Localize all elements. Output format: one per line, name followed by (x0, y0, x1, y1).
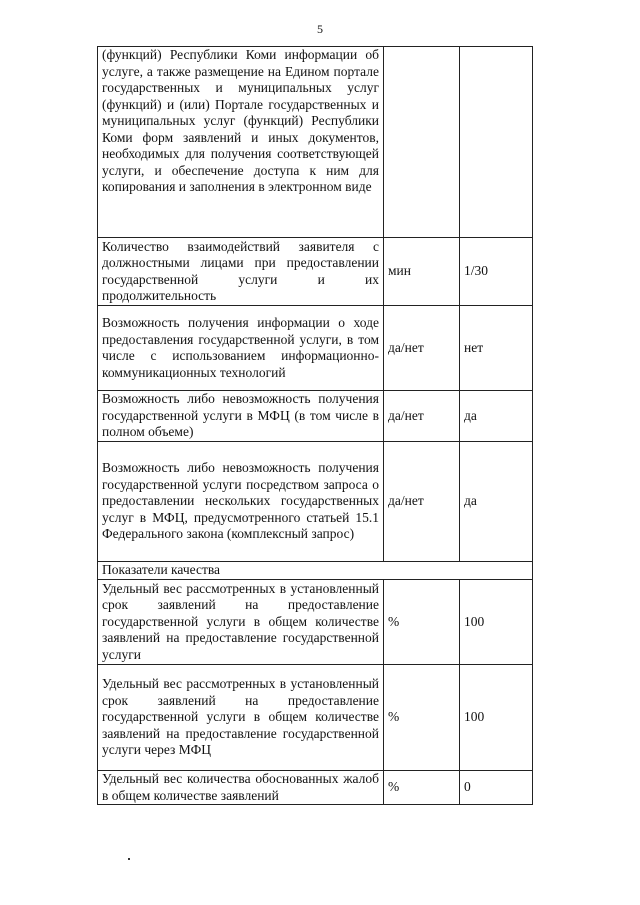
row-description: Количество взаимодействий заявителя с должностными лицами при предоставлении государственной услуги и их продолжительность (98, 238, 384, 306)
section-header-row (98, 562, 533, 580)
row-unit: да/нет (384, 442, 460, 562)
row-description: Возможность либо невозможность получения государственной услуги посредством запроса о предоставлении нескольких государственных услуг в МФЦ, предусмотренного статьей 15.1 Федерального закона (комплексный запрос) (98, 442, 384, 562)
row-value: 100 (460, 665, 533, 771)
row-value: 1/30 (460, 238, 533, 306)
row-unit: % (384, 771, 460, 805)
row-value: нет (460, 306, 533, 391)
row-unit: % (384, 665, 460, 771)
row-value (460, 47, 533, 238)
row-description: Удельный вес рассмотренных в установленный срок заявлений на предоставление государственной услуги в общем количестве заявлений на предоставление государственной услуги через МФЦ (98, 665, 384, 771)
row-description: Возможность получения информации о ходе предоставления государственной услуги, в том числе с использованием информационно-коммуникационных технологий (98, 306, 384, 391)
row-value: да (460, 442, 533, 562)
row-description: Удельный вес рассмотренных в установленный срок заявлений на предоставление государственной услуги в общем количестве заявлений на предоставление государственной услуги (98, 580, 384, 665)
table-row (98, 665, 533, 771)
row-value: да (460, 391, 533, 442)
row-unit: да/нет (384, 306, 460, 391)
table-row (98, 771, 533, 805)
page-number: 5 (317, 22, 323, 36)
row-unit (384, 47, 460, 238)
table-row (98, 47, 533, 238)
row-description: Возможность либо невозможность получения государственной услуги в МФЦ (в том числе в полном объеме) (98, 391, 384, 442)
row-value: 100 (460, 580, 533, 665)
table-row (98, 580, 533, 665)
row-unit: мин (384, 238, 460, 306)
row-description: Удельный вес количества обоснованных жалоб в общем количестве заявлений (98, 771, 384, 805)
section-header: Показатели качества (98, 562, 533, 580)
table-row (98, 391, 533, 442)
table-row (98, 442, 533, 562)
row-value: 0 (460, 771, 533, 805)
table-row (98, 306, 533, 391)
row-unit: % (384, 580, 460, 665)
indicators-table (97, 46, 533, 805)
row-description: (функций) Республики Коми информации об услуге, а также размещение на Едином портале государственных и муниципальных услуг (функций) и (или) Портале государственных и муниципальных услуг (функций) Республики Коми форм заявлений и иных документов, необходимых для получения соответствующей услуги, и обеспечение доступа к ним для копирования и заполнения в электронном виде (98, 47, 384, 238)
table-row (98, 238, 533, 306)
scan-speck (128, 858, 130, 860)
row-unit: да/нет (384, 391, 460, 442)
